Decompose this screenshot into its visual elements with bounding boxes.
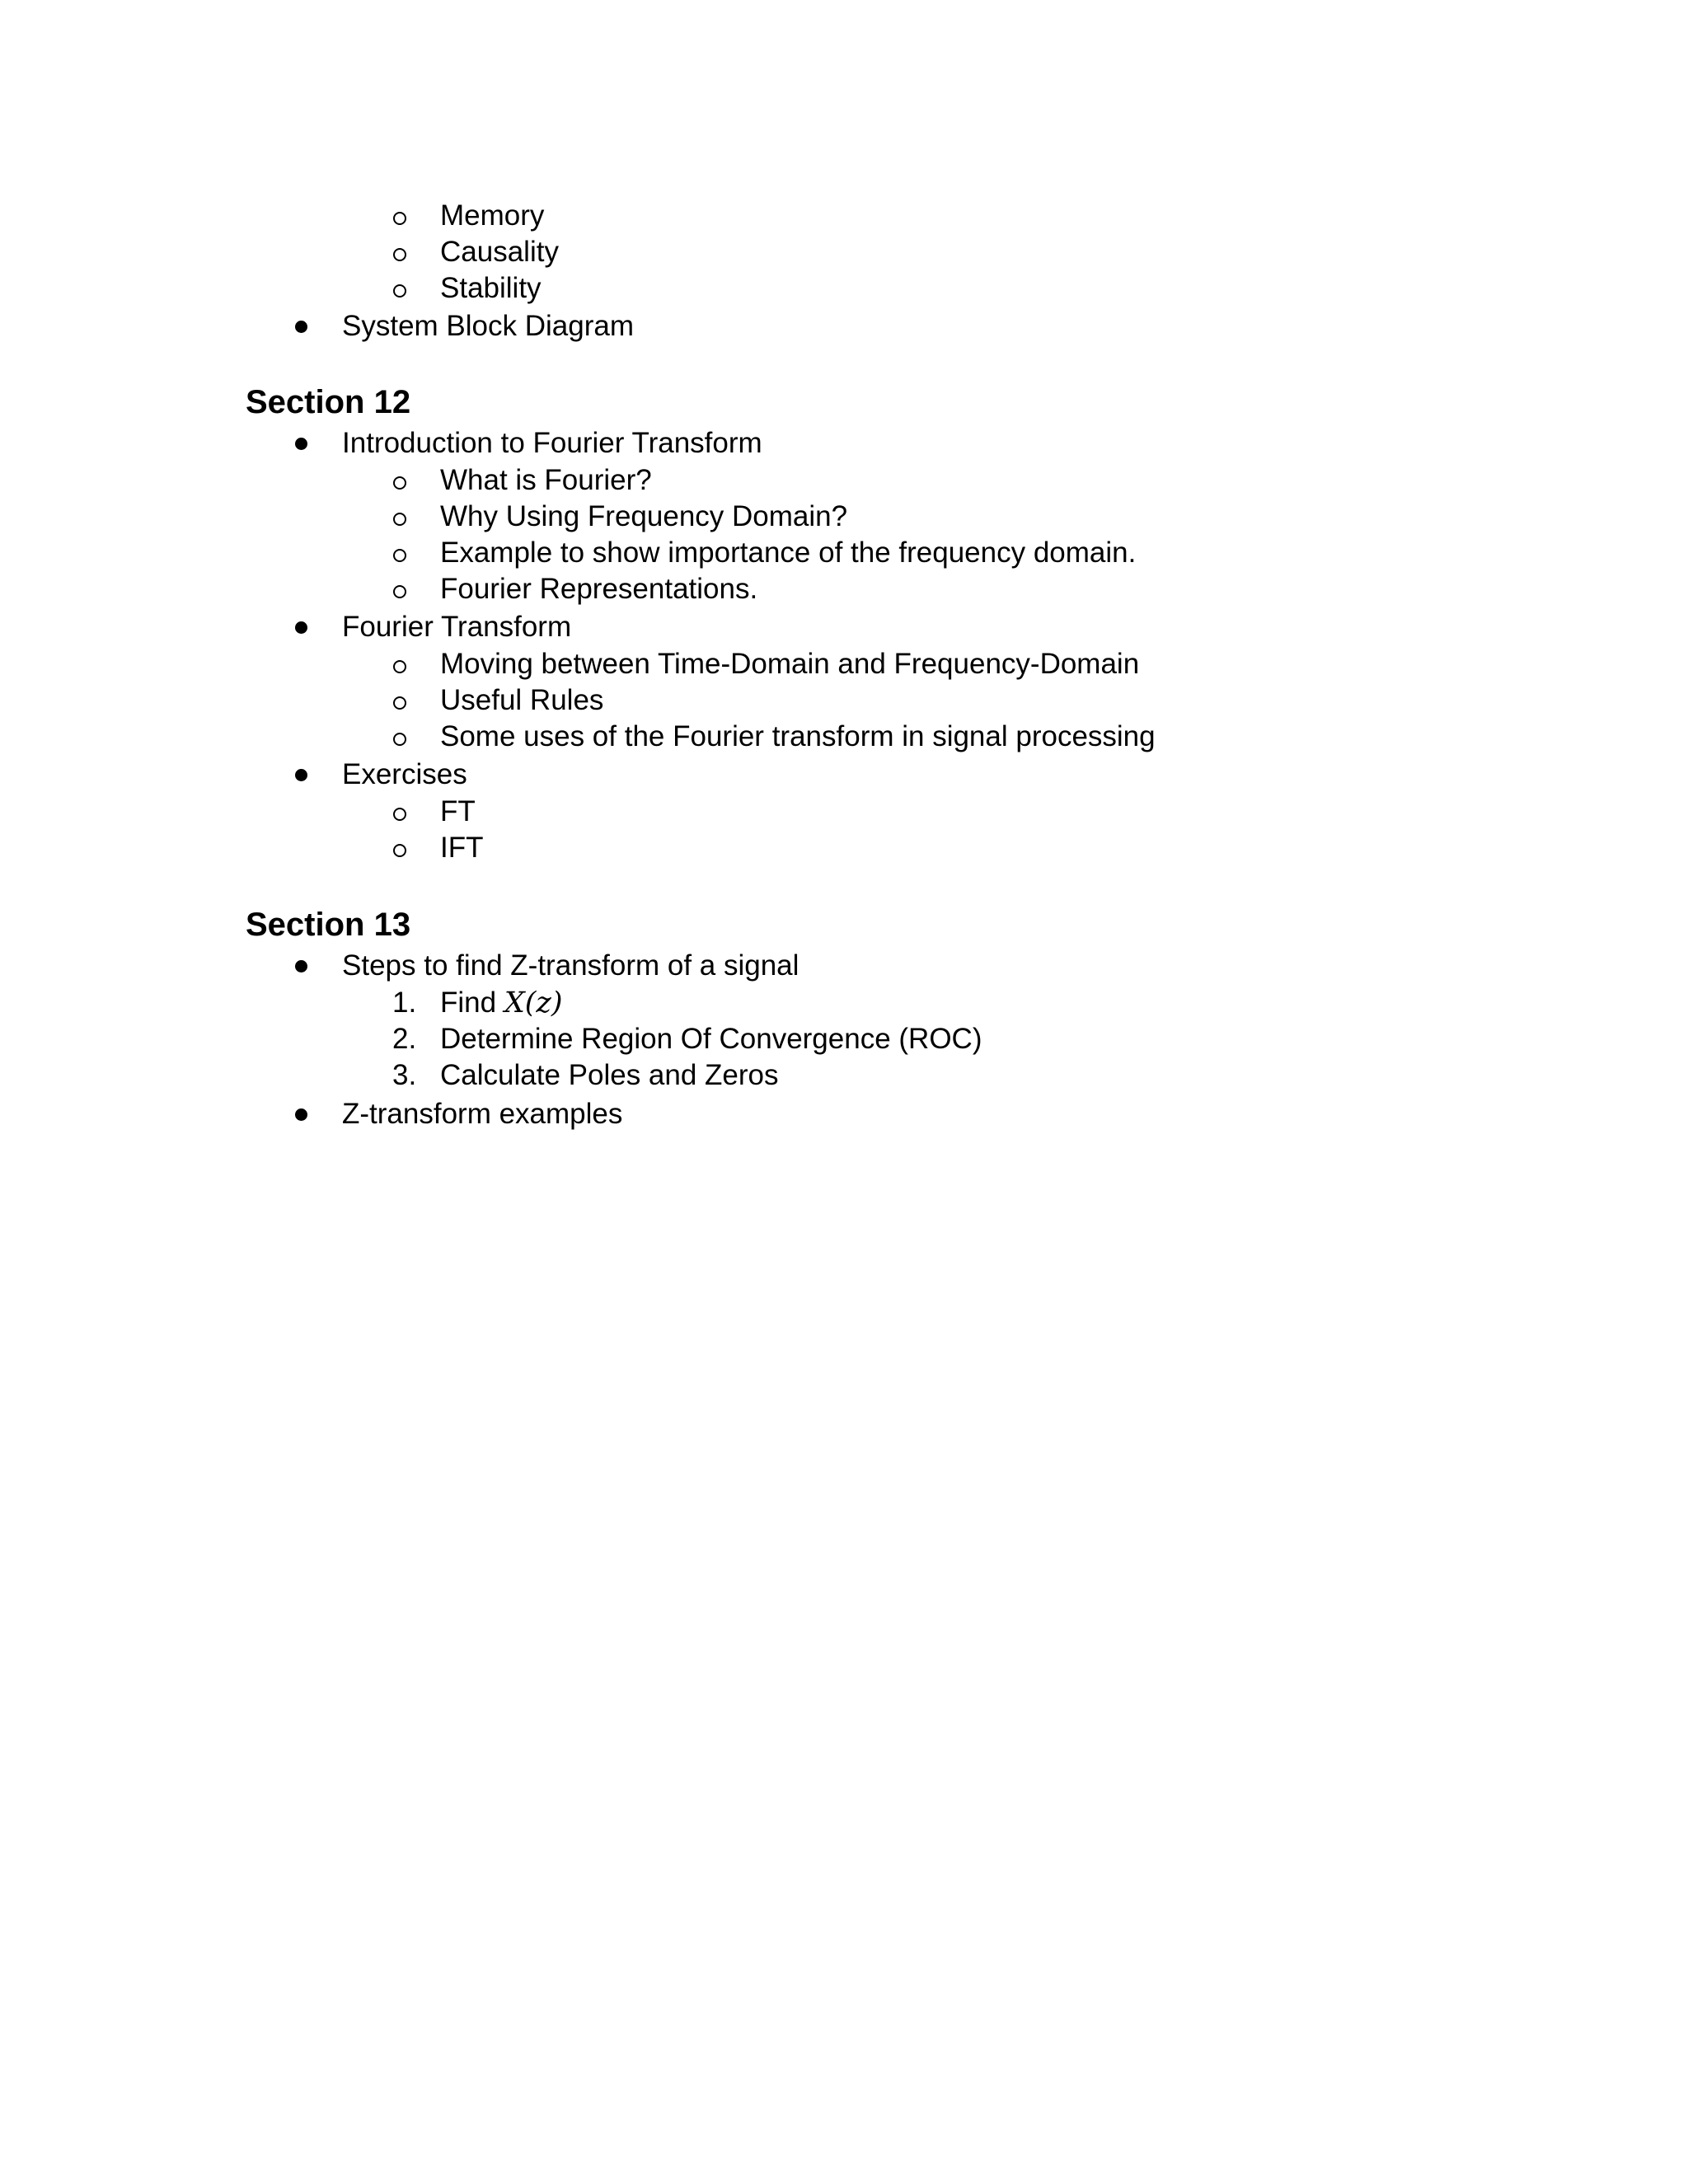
step-number: 2. <box>392 1023 417 1055</box>
list-item-text: Calculate Poles and Zeros <box>440 1059 779 1091</box>
section-heading: Section 13 <box>246 907 411 943</box>
bullet-dot-icon <box>295 438 307 450</box>
list-item-text: System Block Diagram <box>342 310 634 342</box>
list-item-text <box>440 985 562 1021</box>
circle-bullet-icon <box>393 248 406 261</box>
circle-bullet-icon <box>393 513 406 526</box>
list-item-text: IFT <box>440 832 484 864</box>
circle-bullet-icon <box>393 476 406 490</box>
circle-bullet-icon <box>393 696 406 710</box>
section-heading: Section 12 <box>246 384 411 420</box>
list-item-text: Steps to find Z-transform of a signal <box>342 949 799 982</box>
step-text: Find <box>440 987 504 1019</box>
list-item-text: Stability <box>440 272 542 304</box>
list-item-text: Memory <box>440 199 545 232</box>
step-number: 3. <box>392 1059 417 1091</box>
list-item-text: Fourier Representations. <box>440 573 758 605</box>
bullet-dot-icon <box>295 621 307 634</box>
bullet-dot-icon <box>295 321 307 333</box>
list-item-text: What is Fourier? <box>440 464 652 496</box>
circle-bullet-icon <box>393 212 406 225</box>
list-item-text: Exercises <box>342 758 467 790</box>
step-number: 1. <box>392 987 417 1019</box>
list-item-text: Fourier Transform <box>342 611 572 643</box>
list-item-text: FT <box>440 795 476 827</box>
list-item-text: Useful Rules <box>440 684 604 716</box>
bullet-dot-icon <box>295 960 307 972</box>
list-item-text: Why Using Frequency Domain? <box>440 500 848 532</box>
list-item-text: Some uses of the Fourier transform in signal processing <box>440 720 1156 752</box>
list-item-text: Determine Region Of Convergence (ROC) <box>440 1023 982 1055</box>
list-item-text: Z-transform examples <box>342 1098 623 1130</box>
circle-bullet-icon <box>393 549 406 562</box>
circle-bullet-icon <box>393 585 406 598</box>
math-expression: X(z) <box>504 987 563 1019</box>
circle-bullet-icon <box>393 808 406 821</box>
bullet-dot-icon <box>295 769 307 781</box>
circle-bullet-icon <box>393 733 406 746</box>
list-item-text: Introduction to Fourier Transform <box>342 427 762 459</box>
list-item-text: Causality <box>440 236 559 268</box>
circle-bullet-icon <box>393 660 406 673</box>
list-item-text: Example to show importance of the frequency domain. <box>440 537 1137 569</box>
list-item-text: Moving between Time-Domain and Frequency-Domain <box>440 648 1140 680</box>
bullet-dot-icon <box>295 1108 307 1121</box>
circle-bullet-icon <box>393 284 406 298</box>
circle-bullet-icon <box>393 844 406 857</box>
